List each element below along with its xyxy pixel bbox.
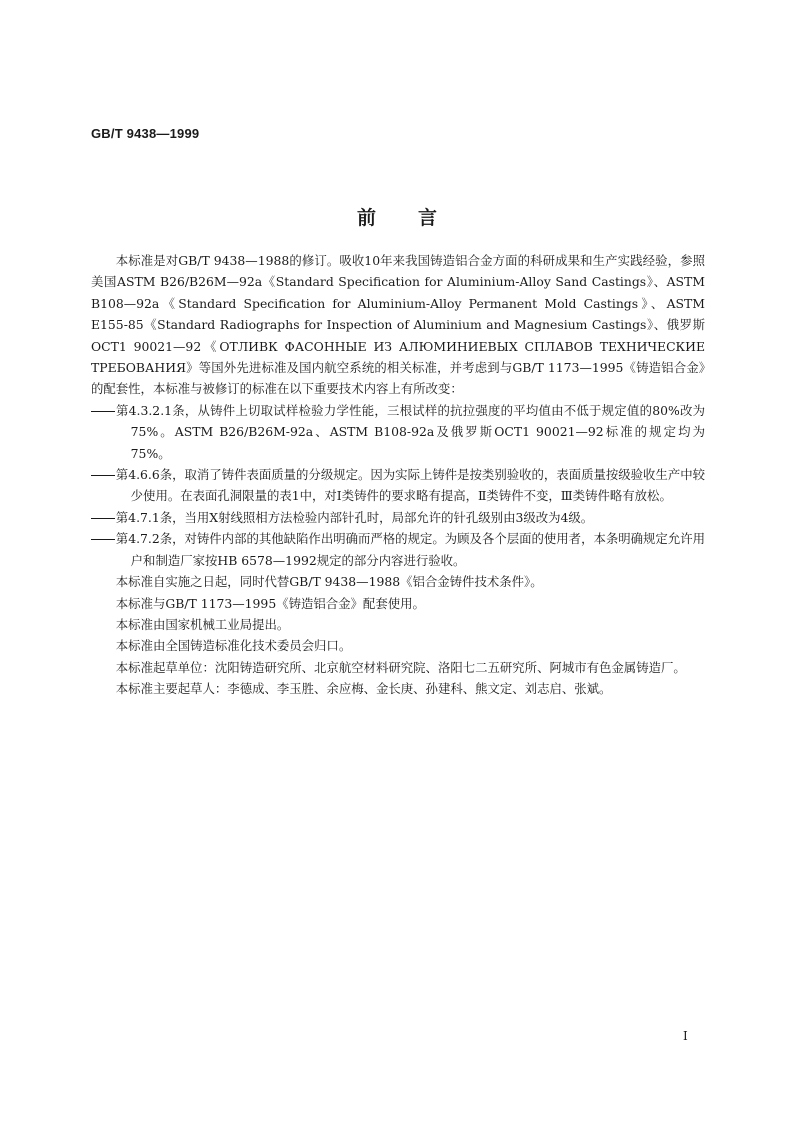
page-number: I bbox=[683, 1029, 688, 1043]
intro-paragraph: 本标准是对GB/T 9438—1988的修订。吸收10年来我国铸造铝合金方面的科研成果和生产实践经验，参照美国ASTM B26/B26M—92a《Standard Specification for Aluminium-Alloy Sand Castings》、ASTM B108—92a《Standard Specification for Aluminium-Alloy Permanent Mold Castings》、ASTM E155-85《Standard Radiographs for Inspection of Aluminium and Magnesium Castings》、俄罗斯OCT1 90021—92《ОТЛИВК ФАСОННЫЕ ИЗ АЛЮМИНИЕВЫХ СПЛАВОВ ТЕХНИЧЕСКИЕ ТРЕБОВАНИЯ》等国外先进标准及国内航空系统的相关标准，并考虑到与GB/T 1173—1995《铸造铝合金》的配套性，本标准与被修订的标准在以下重要技术内容上有所改变： bbox=[91, 253, 705, 397]
change-item bbox=[91, 507, 705, 528]
dash-mark bbox=[91, 528, 116, 549]
page-title: 前言 bbox=[356, 207, 479, 229]
change-text: 第4.7.1条，当用X射线照相方法检验内部针孔时，局部允许的针孔级别由3级改为4级。 bbox=[115, 509, 594, 525]
drafting-units-paragraph: 本标准起草单位：沈阳铸造研究所、北京航空材料研究院、洛阳七二五研究所、阿城市有色金属铸造厂。 bbox=[115, 659, 686, 675]
change-item bbox=[91, 464, 705, 507]
proposer-paragraph: 本标准由国家机械工业局提出。 bbox=[115, 616, 290, 632]
dash-mark bbox=[91, 464, 116, 485]
change-text: 第4.6.6条，取消了铸件表面质量的分级规定。因为实际上铸件是按类别验收的，表面质量按级验收生产中较少使用。在表面孔洞限量的表1中，对Ⅰ类铸件的要求略有提高，Ⅱ类铸件不变，Ⅲ类铸件略有放松。 bbox=[115, 467, 705, 504]
committee-paragraph: 本标准由全国铸造标准化技术委员会归口。 bbox=[115, 638, 352, 654]
change-text: 第4.3.2.1条，从铸件上切取试样检验力学性能，三根试样的抗拉强度的平均值由不低于规定值的80%改为75%。ASTM B26/B26M-92a、ASTM B108-92a及俄罗斯OCT1 90021—92标准的规定均为75%。 bbox=[115, 402, 705, 461]
change-item bbox=[91, 400, 705, 464]
document-body bbox=[91, 250, 705, 700]
change-text: 第4.7.2条，对铸件内部的其他缺陷作出明确而严格的规定。为顾及各个层面的使用者，本条明确规定允许用户和制造厂家按HB 6578—1992规定的部分内容进行验收。 bbox=[115, 531, 705, 568]
drafters-paragraph: 本标准主要起草人：李德成、李玉胜、余应梅、金长庚、孙建科、熊文定、刘志启、张斌。 bbox=[115, 681, 612, 697]
standard-code: GB/T 9438—1999 bbox=[91, 126, 200, 141]
companion-paragraph: 本标准与GB/T 1173—1995《铸造铝合金》配套使用。 bbox=[115, 595, 425, 611]
dash-mark bbox=[91, 400, 116, 421]
replacement-paragraph: 本标准自实施之日起，同时代替GB/T 9438—1988《铝合金铸件技术条件》。 bbox=[115, 574, 543, 590]
change-item bbox=[91, 528, 705, 571]
dash-mark bbox=[91, 507, 116, 528]
